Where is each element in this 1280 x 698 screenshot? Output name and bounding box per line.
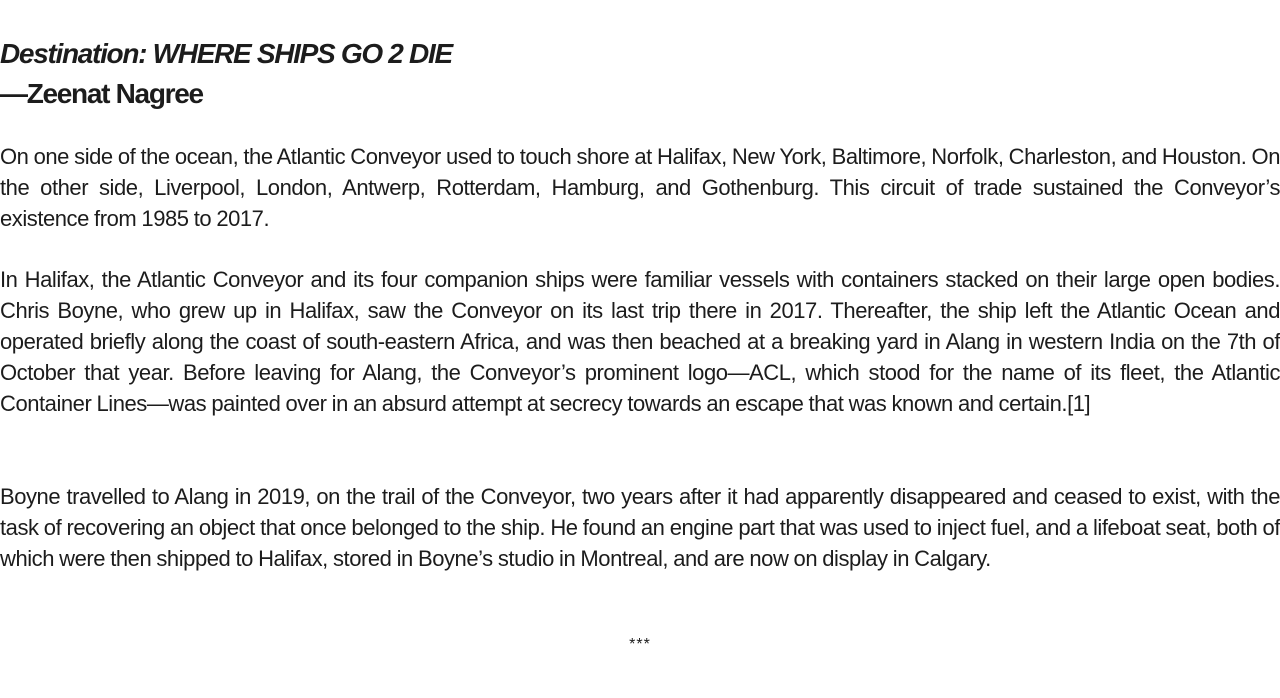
paragraph-2 [0, 264, 1280, 419]
paragraph-1-text: On one side of the ocean, the Atlantic Conveyor used to touch shore at Halifax, New York, Baltimore, Norfolk, Charleston, and Houston. On the other side, Liverpool, London, Antwerp, Rotterdam, Hamburg, and Gothenburg. This circuit of trade sustained the Conveyor’s existence from 1985 to 2017. [0, 144, 1280, 231]
paragraph-3 [0, 481, 1280, 574]
footnote-link-1[interactable]: [1] [1067, 391, 1091, 416]
title-block [0, 34, 452, 114]
article-author: —Zeenat Nagree [0, 78, 203, 109]
paragraph-1 [0, 141, 1280, 234]
paragraph-2-text: In Halifax, the Atlantic Conveyor and its four companion ships were familiar vessels with containers stacked on their large open bodies. Chris Boyne, who grew up in Halifax, saw the Conveyor on its last trip there in 2017. Thereafter, the ship left the Atlantic Ocean and operated briefly along the coast of south-eastern Africa, and was then beached at a breaking yard in Alang in western India on the 7th of October that year. Before leaving for Alang, the Conveyor’s prominent logo—ACL, which stood for the name of its fleet, the Atlantic Container Lines—was painted over in an absurd attempt at secrecy towards an escape that was known and certain. [0, 267, 1280, 416]
paragraph-3-text: Boyne travelled to Alang in 2019, on the trail of the Conveyor, two years after it had apparently disappeared and ceased to exist, with the task of recovering an object that once belonged to the ship. He found an engine part that was used to inject fuel, and a lifeboat seat, both of which were then shipped to Halifax, stored in Boyne’s studio in Montreal, and are now on display in Calgary. [0, 484, 1280, 571]
section-separator: *** [629, 636, 651, 653]
article-title: Destination: WHERE SHIPS GO 2 DIE [0, 38, 452, 69]
